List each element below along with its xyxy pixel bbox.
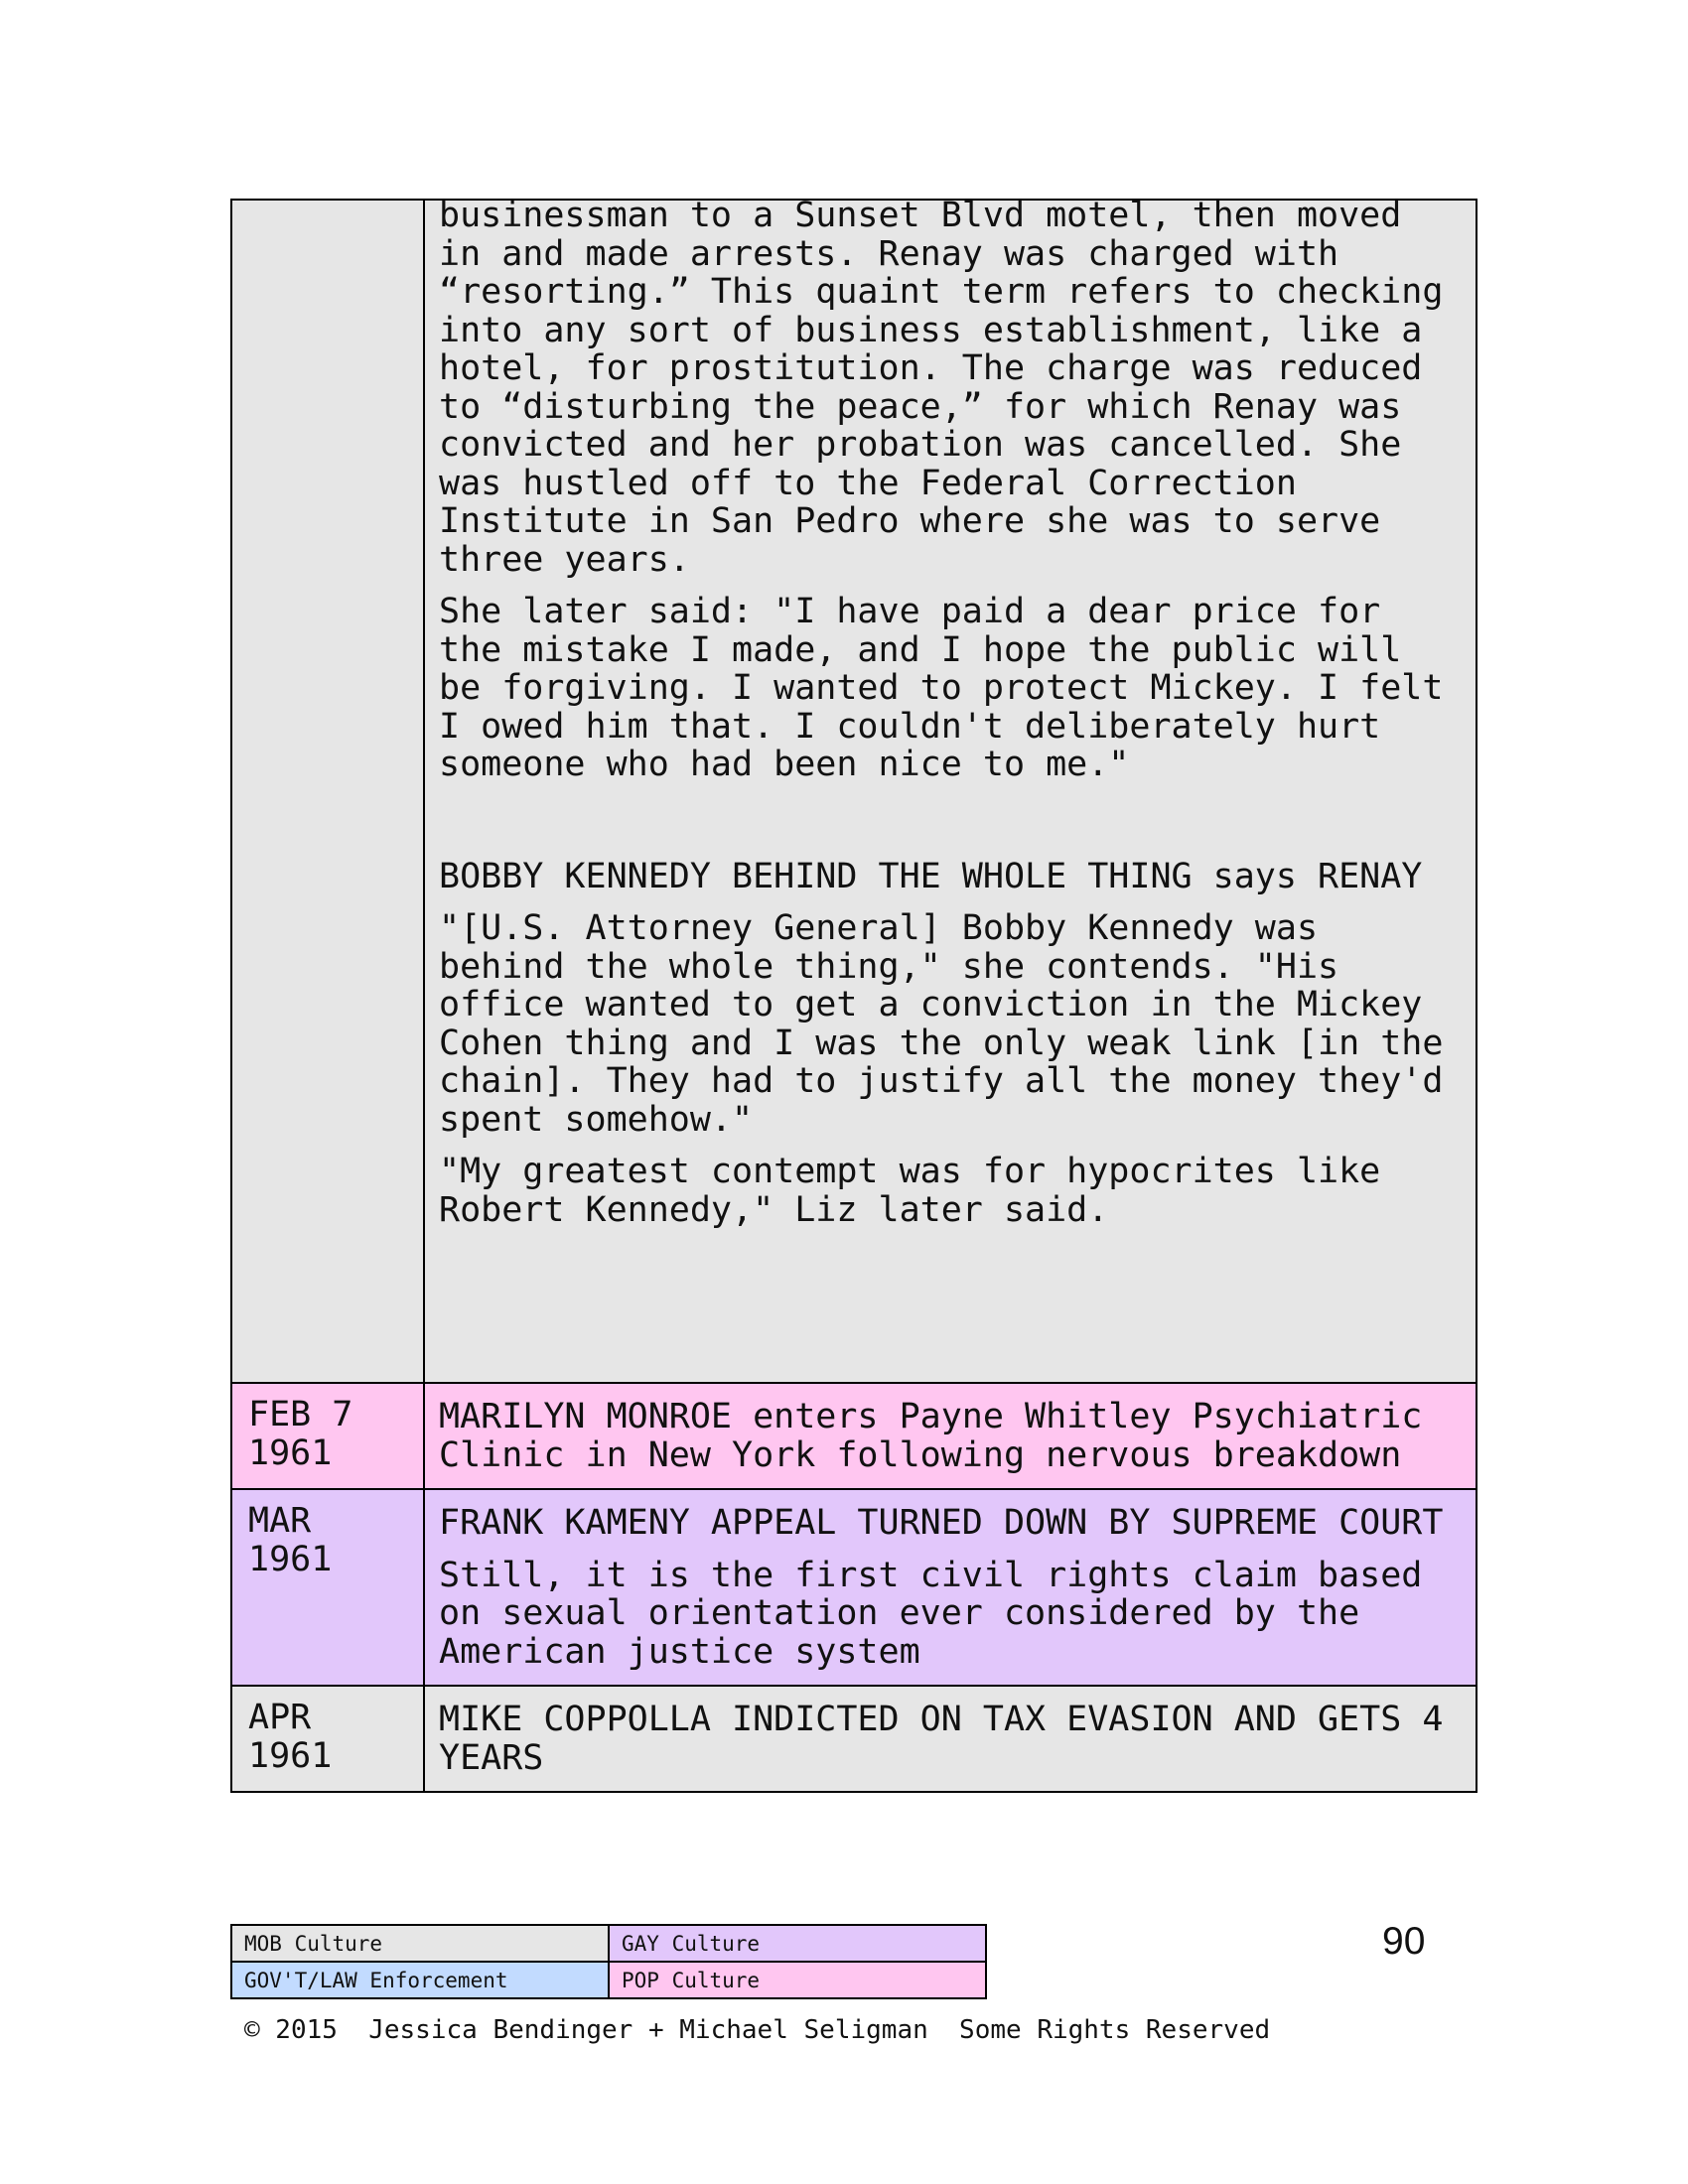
spacer — [439, 798, 1462, 858]
legend-mob-culture: MOB Culture — [231, 1925, 609, 1962]
date-line: APR — [248, 1698, 312, 1737]
page-number: 90 — [1382, 1920, 1426, 1963]
date-line: 1961 — [248, 1539, 333, 1579]
legend-pop-culture: POP Culture — [609, 1962, 986, 1998]
timeline-row-kameny — [231, 1489, 1477, 1686]
date-line: MAR — [248, 1501, 312, 1541]
date-cell — [231, 1383, 424, 1489]
entry-cell — [424, 1686, 1477, 1792]
copyright-footer: © 2015 Jessica Bendinger + Michael Seligman Some Rights Reserved — [244, 2015, 1271, 2045]
category-legend — [230, 1924, 987, 1999]
entry-heading: BOBBY KENNEDY BEHIND THE WHOLE THING says RENAY — [439, 856, 1423, 896]
entry-paragraph: "My greatest contempt was for hypocrites like Robert Kennedy," Liz later said. — [439, 1152, 1381, 1230]
date-cell — [231, 200, 424, 1383]
entry-heading: MARILYN MONROE enters Payne Whitley Psychiatric Clinic in New York following nervous breakdown — [439, 1397, 1423, 1475]
timeline-row-coppolla — [231, 1686, 1477, 1792]
date-line: 1961 — [248, 1433, 333, 1473]
entry-paragraph: Still, it is the first civil rights claim based on sexual orientation ever considered by the American justice system — [439, 1555, 1423, 1672]
timeline-row-renay — [231, 200, 1477, 1383]
entry-cell — [424, 1383, 1477, 1489]
entry-heading: MIKE COPPOLLA INDICTED ON TAX EVASION AND GETS 4 YEARS — [439, 1700, 1444, 1778]
date-cell — [231, 1686, 424, 1792]
entry-paragraph: businessman to a Sunset Blvd motel, then moved in and made arrests. Renay was charged with “resorting.” This quaint term refers to checking into any sort of business establishment, like a hotel, for prostitution. The charge was reduced to “disturbing the peace,” for which Renay was convicted and her probation was cancelled. She was hustled off to the Federal Correction Institute in San Pedro where she was to serve three years. — [439, 196, 1444, 580]
entry-paragraph: She later said: "I have paid a dear price for the mistake I made, and I hope the public will be forgiving. I wanted to protect Mickey. I felt I owed him that. I couldn't deliberately hurt someone who had been nice to me." — [439, 592, 1444, 784]
entry-cell — [424, 1489, 1477, 1686]
legend-govt-law-enforcement: GOV'T/LAW Enforcement — [231, 1962, 609, 1998]
entry-paragraph: "[U.S. Attorney General] Bobby Kennedy was behind the whole thing," she contends. "His office wanted to get a conviction in the Mickey Cohen thing and I was the only weak link [in the chain]. They had to justify all the money they'd spent somehow." — [439, 908, 1444, 1140]
timeline-row-marilyn — [231, 1383, 1477, 1489]
date-line: FEB 7 — [248, 1395, 353, 1434]
legend-gay-culture: GAY Culture — [609, 1925, 986, 1962]
timeline-table — [230, 196, 1477, 1793]
entry-heading: FRANK KAMENY APPEAL TURNED DOWN BY SUPREME COURT — [439, 1503, 1444, 1543]
date-cell — [231, 1489, 424, 1686]
entry-cell — [424, 196, 1477, 1383]
date-line: 1961 — [248, 1735, 333, 1776]
